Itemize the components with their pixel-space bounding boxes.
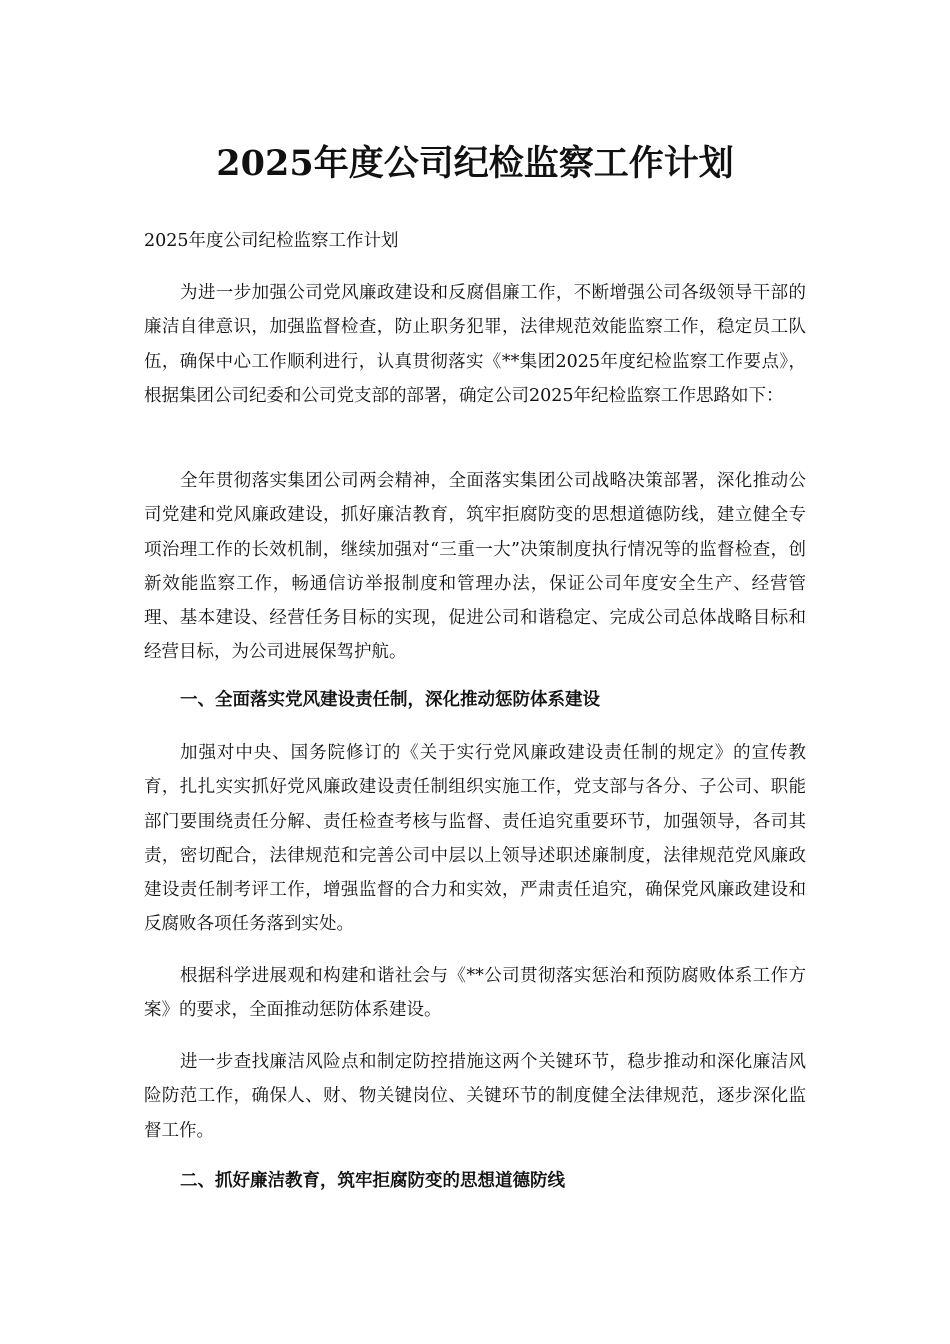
intro-paragraph-2: 全年贯彻落实集团公司两会精神，全面落实集团公司战略决策部署，深化推动公司党建和党风廉政建设，抓好廉洁教育，筑牢拒腐防变的思想道德防线，建立健全专项治理工作的长效机制，继续加强对“三重一大”决策制度执行情况等的监督检查，创新效能监察工作，畅通信访举报制度和管理办法，保证公司年度安全生产、经营管理、基本建设、经营任务目标的实现，促进公司和谐稳定、完成公司总体战略目标和经营目标，为公司进展保驾护航。 bbox=[144, 471, 806, 663]
document-page bbox=[144, 0, 806, 1344]
section-1-paragraph-2: 根据科学进展观和构建和谐社会与《**公司贯彻落实惩治和预防腐败体系工作方案》的要求，全面推动惩防体系建设。 bbox=[144, 966, 806, 1021]
document-subtitle: 2025年度公司纪检监察工作计划 bbox=[144, 231, 399, 251]
section-1-paragraph-1: 加强对中央、国务院修订的《关于实行党风廉政建设责任制的规定》的宣传教育，扎扎实实抓好党风廉政建设责任制组织实施工作，党支部与各分、子公司、职能部门要围绕责任分解、责任检查考核与监督、责任追究重要环节，加强领导，各司其责，密切配合，法律规范和完善公司中层以上领导述职述廉制度，法律规范党风廉政建设责任制考评工作，增强监督的合力和实效，严肃责任追究，确保党风廉政建设和反腐败各项任务落到实处。 bbox=[144, 743, 806, 935]
section-1-heading: 一、全面落实党风建设责任制，深化推动惩防体系建设 bbox=[180, 690, 600, 710]
section-2-heading: 二、抓好廉洁教育，筑牢拒腐防变的思想道德防线 bbox=[180, 1171, 565, 1191]
section-1-paragraph-3: 进一步查找廉洁风险点和制定防控措施这两个关键环节，稳步推动和深化廉洁风险防范工作，确保人、财、物关键岗位、关键环节的制度健全法律规范，逐步深化监督工作。 bbox=[144, 1052, 806, 1141]
document-title: 2025年度公司纪检监察工作计划 bbox=[216, 143, 734, 184]
intro-paragraph-1: 为进一步加强公司党风廉政建设和反腐倡廉工作，不断增强公司各级领导干部的廉洁自律意识，加强监督检查，防止职务犯罪，法律规范效能监察工作，稳定员工队伍，确保中心工作顺利进行，认真贯彻落实《**集团2025年度纪检监察工作要点》，根据集团公司纪委和公司党支部的部署，确定公司2025年纪检监察工作思路如下： bbox=[144, 283, 806, 406]
